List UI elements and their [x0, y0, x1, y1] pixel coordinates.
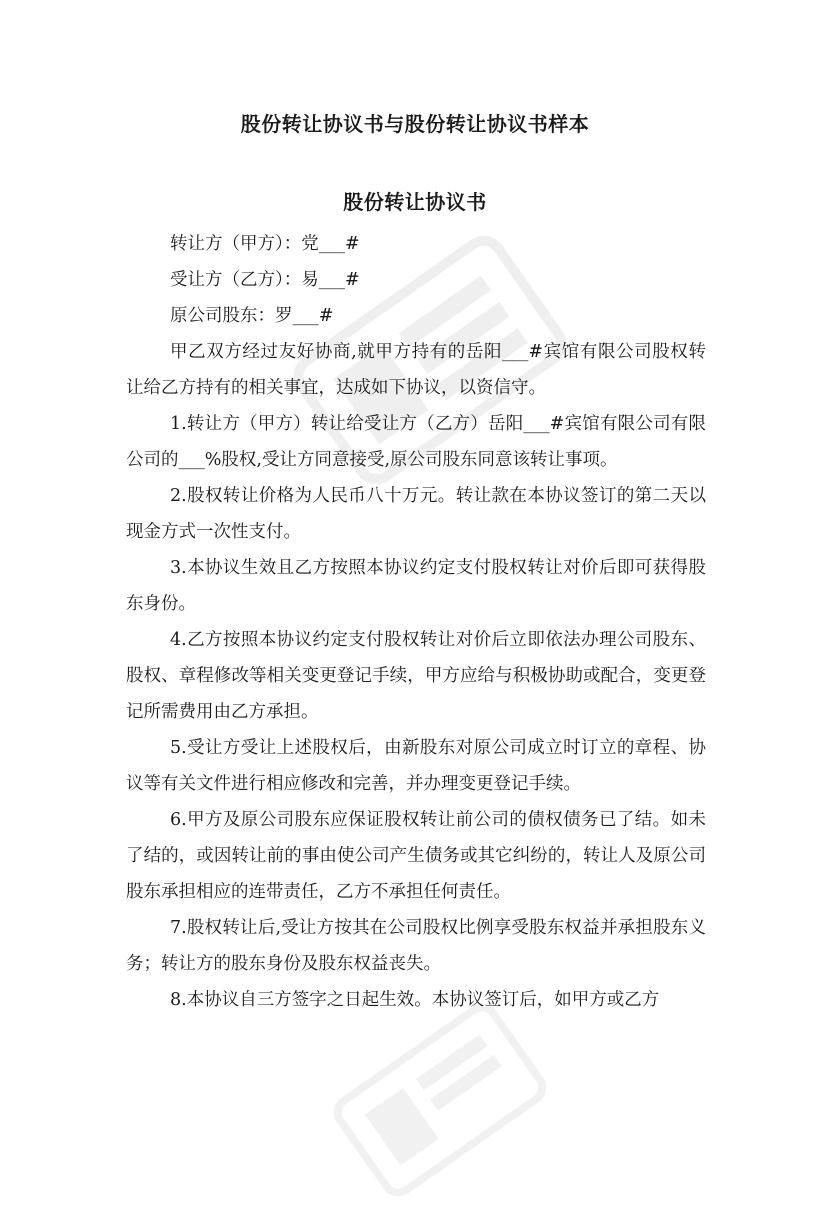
clause-5: 5.受让方受让上述股权后，由新股东对原公司成立时订立的章程、协议等有关文件进行相应修改和完善，并办理变更登记手续。 — [126, 738, 706, 794]
original-shareholder-line: 原公司股东：罗___# — [170, 306, 334, 326]
transferee-line: 受让方（乙方）：易___# — [170, 270, 360, 290]
transferor-line: 转让方（甲方）：党___# — [170, 234, 360, 254]
clause-3: 3.本协议生效且乙方按照本协议约定支付股权转让对价后即可获得股东身份。 — [126, 558, 706, 614]
clause-8: 8.本协议自三方签字之日起生效。本协议签订后，如甲方或乙方 — [170, 990, 660, 1010]
document-title: 股份转让协议书与股份转让协议书样本 — [240, 112, 590, 136]
document-body — [126, 226, 706, 1018]
clause-1: 1.转让方（甲方）转让给受让方（乙方）岳阳___#宾馆有限公司有限公司的___%股权,受让方同意接受,原公司股东同意该转让事项。 — [126, 414, 706, 470]
intro-paragraph: 甲乙双方经过友好协商,就甲方持有的岳阳___#宾馆有限公司股权转让给乙方持有的相关事宜，达成如下协议，以资信守。 — [126, 342, 706, 398]
clause-2: 2.股权转让价格为人民币八十万元。转让款在本协议签订的第二天以现金方式一次性支付。 — [126, 486, 706, 542]
agreement-title: 股份转让协议书 — [343, 190, 487, 214]
clause-7: 7.股权转让后,受让方按其在公司股权比例享受股东权益并承担股东义务；转让方的股东身份及股东权益丧失。 — [126, 918, 706, 974]
clause-4: 4.乙方按照本协议约定支付股权转让对价后立即依法办理公司股东、股权、章程修改等相关变更登记手续，甲方应给与积极协助或配合，变更登记所需费用由乙方承担。 — [126, 630, 706, 722]
clause-6: 6.甲方及原公司股东应保证股权转让前公司的债权债务已了结。如未了结的，或因转让前的事由使公司产生债务或其它纠纷的，转让人及原公司股东承担相应的连带责任，乙方不承担任何责任。 — [126, 810, 706, 902]
